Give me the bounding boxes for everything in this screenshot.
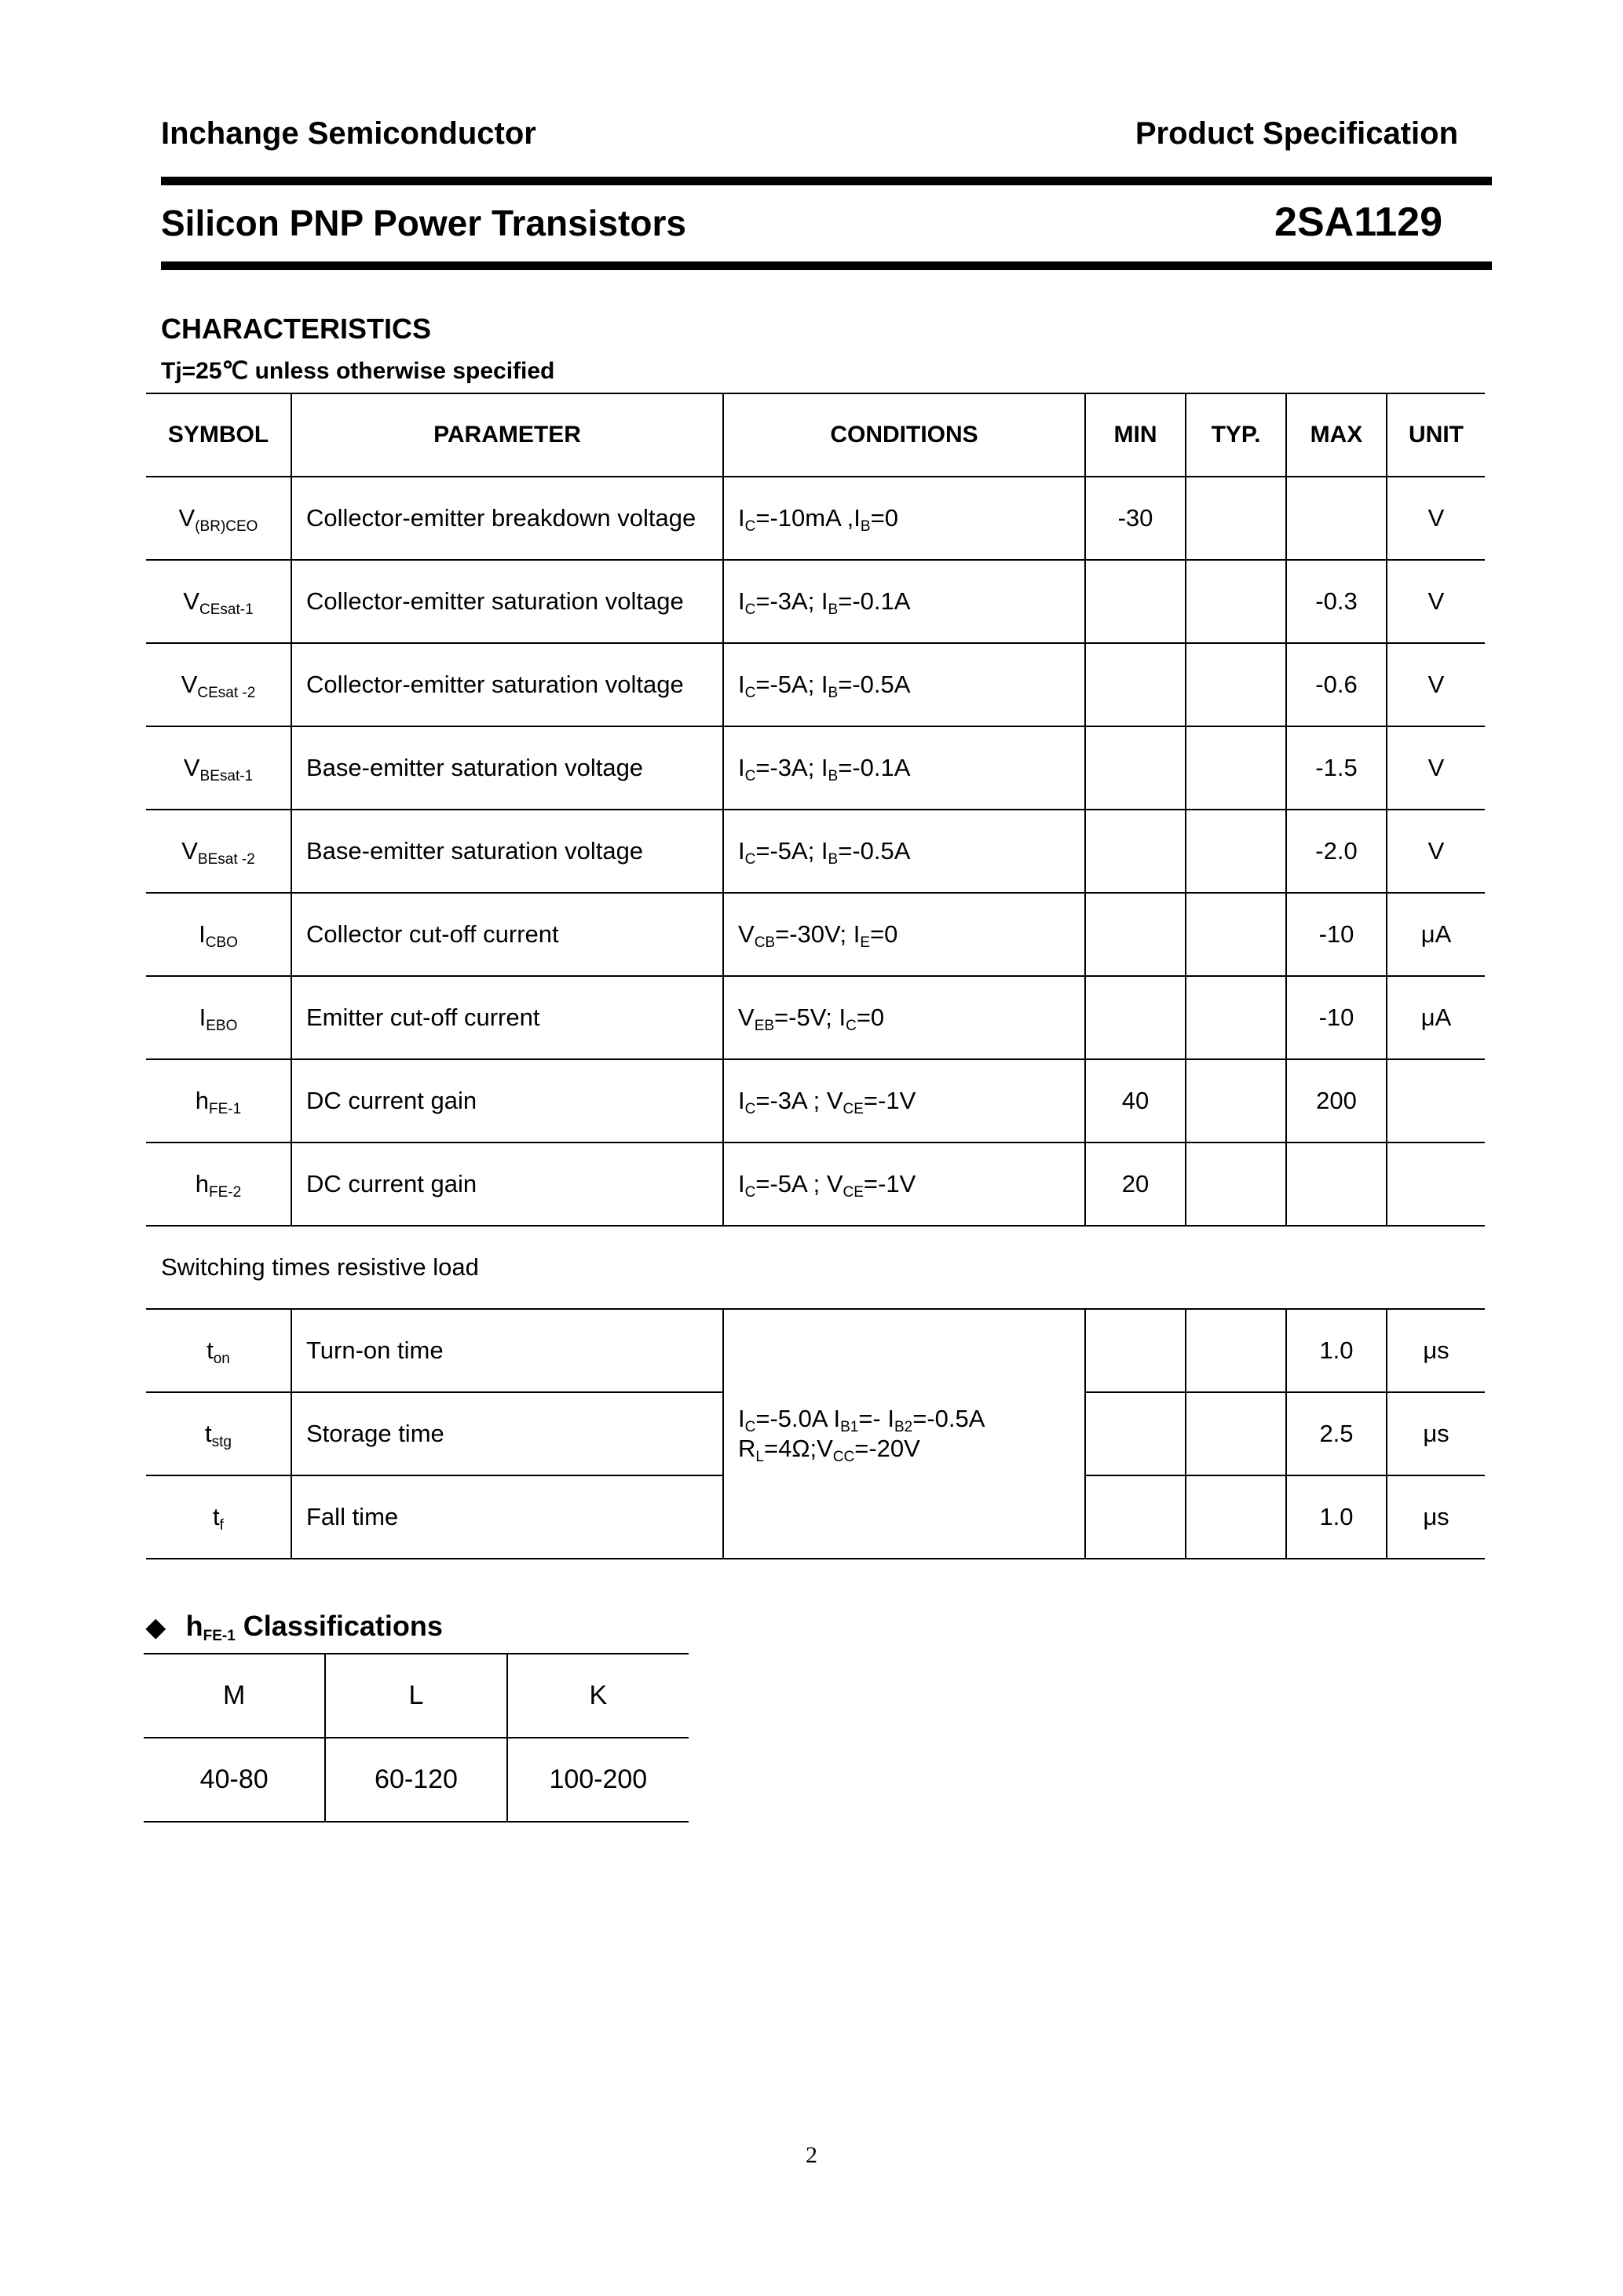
table-row xyxy=(146,1309,1485,1392)
parameter-cell: DC current gain xyxy=(291,1059,723,1143)
symbol-cell: $h_{FE-2}$ xyxy=(146,1143,291,1226)
unit-cell xyxy=(1387,1143,1485,1226)
unit-cell: μs xyxy=(1387,1309,1485,1392)
unit-cell: V xyxy=(1387,726,1485,810)
table-row xyxy=(146,477,1485,560)
table-row xyxy=(144,1654,689,1738)
classifications-title: ◆ $h_{FE-1}$ Classifications xyxy=(146,1610,443,1644)
symbol-cell: $V_{CEsat -2}$ xyxy=(146,643,291,726)
symbol-cell: $V_{BEsat-1}$ xyxy=(146,726,291,810)
unit-cell: μs xyxy=(1387,1475,1485,1559)
table-row xyxy=(146,1143,1485,1226)
header-rule-bottom xyxy=(161,261,1492,270)
unit-cell xyxy=(1387,1059,1485,1143)
symbol-cell: $h_{FE-1}$ xyxy=(146,1059,291,1143)
unit-cell: V xyxy=(1387,477,1485,560)
table-row xyxy=(146,810,1485,893)
table-row xyxy=(146,976,1485,1059)
symbol-cell: $t_f$ xyxy=(146,1475,291,1559)
class-value: 60-120 xyxy=(325,1738,506,1822)
typ-cell xyxy=(1186,1309,1286,1392)
max-cell: 200 xyxy=(1286,1059,1387,1143)
parameter-cell: DC current gain xyxy=(291,1143,723,1226)
table-row xyxy=(146,1059,1485,1143)
diamond-bullet-icon: ◆ xyxy=(146,1613,166,1641)
characteristics-subtitle: Tj=25℃ unless otherwise specified xyxy=(161,358,555,384)
typ-cell xyxy=(1186,726,1286,810)
col-header-max: MAX xyxy=(1286,393,1387,477)
unit-cell: V xyxy=(1387,810,1485,893)
typ-cell xyxy=(1186,1059,1286,1143)
max-cell: -0.3 xyxy=(1286,560,1387,643)
max-cell: -1.5 xyxy=(1286,726,1387,810)
min-cell xyxy=(1085,1309,1186,1392)
parameter-cell: Fall time xyxy=(291,1475,723,1559)
conditions-cell: $I_C=-3A$; $I_B=-0.1A$ xyxy=(723,560,1085,643)
max-cell: -2.0 xyxy=(1286,810,1387,893)
page-number: 2 xyxy=(806,2142,817,2168)
min-cell xyxy=(1085,643,1186,726)
max-cell: -10 xyxy=(1286,893,1387,976)
min-cell xyxy=(1085,726,1186,810)
col-header-conditions: CONDITIONS xyxy=(723,393,1085,477)
conditions-cell: $I_C=-3A$ ; $V_{CE}=-1V$ xyxy=(723,1059,1085,1143)
parameter-cell: Base-emitter saturation voltage xyxy=(291,726,723,810)
min-cell: 40 xyxy=(1085,1059,1186,1143)
typ-cell xyxy=(1186,810,1286,893)
min-cell xyxy=(1085,1475,1186,1559)
col-header-typ: TYP. xyxy=(1186,393,1286,477)
symbol-cell: $V_{(BR)CEO}$ xyxy=(146,477,291,560)
col-header-unit: UNIT xyxy=(1387,393,1485,477)
typ-cell xyxy=(1186,976,1286,1059)
classifications-table xyxy=(144,1653,689,1823)
max-cell: -0.6 xyxy=(1286,643,1387,726)
table-row xyxy=(146,726,1485,810)
characteristics-title: CHARACTERISTICS xyxy=(161,313,432,345)
col-header-parameter: PARAMETER xyxy=(291,393,723,477)
symbol-cell: $I_{EBO}$ xyxy=(146,976,291,1059)
conditions-cell: $I_C=-3A$; $I_B=-0.1A$ xyxy=(723,726,1085,810)
switching-label: Switching times resistive load xyxy=(146,1226,1485,1309)
max-cell xyxy=(1286,477,1387,560)
max-cell: -10 xyxy=(1286,976,1387,1059)
part-number: 2SA1129 xyxy=(1274,199,1442,245)
symbol-cell: $V_{CEsat-1}$ xyxy=(146,560,291,643)
switching-label-row xyxy=(146,1226,1485,1309)
typ-cell xyxy=(1186,893,1286,976)
class-header: K xyxy=(507,1654,689,1738)
conditions-cell: $I_C=-10mA$ $,I_B=0$ xyxy=(723,477,1085,560)
min-cell xyxy=(1085,893,1186,976)
symbol-cell: $t_{stg}$ xyxy=(146,1392,291,1475)
class-value: 40-80 xyxy=(144,1738,325,1822)
typ-cell xyxy=(1186,560,1286,643)
min-cell: -30 xyxy=(1085,477,1186,560)
max-cell: 1.0 xyxy=(1286,1309,1387,1392)
unit-cell: V xyxy=(1387,560,1485,643)
document-title: Silicon PNP Power Transistors xyxy=(161,203,686,243)
conditions-cell: $V_{CB}=-30V$; $I_E=0$ xyxy=(723,893,1085,976)
conditions-cell: $I_C=-5A$ ; $V_{CE}=-1V$ xyxy=(723,1143,1085,1226)
max-cell xyxy=(1286,1143,1387,1226)
typ-cell xyxy=(1186,477,1286,560)
conditions-cell: $I_C=-5A$; $I_B=-0.5A$ xyxy=(723,643,1085,726)
table-header-row xyxy=(146,393,1485,477)
table-row xyxy=(146,893,1485,976)
min-cell xyxy=(1085,560,1186,643)
symbol-cell: $I_{CBO}$ xyxy=(146,893,291,976)
parameter-cell: Collector cut-off current xyxy=(291,893,723,976)
max-cell: 1.0 xyxy=(1286,1475,1387,1559)
class-header: L xyxy=(325,1654,506,1738)
unit-cell: μA xyxy=(1387,893,1485,976)
switching-conditions-cell: $I_C=-5.0A$ $I_{B1}=-$ $I_{B2}=-0.5A$ $R_L=4\Omega;V_{CC}=-20V$ xyxy=(723,1309,1085,1559)
symbol-cell: $t_{on}$ xyxy=(146,1309,291,1392)
parameter-cell: Base-emitter saturation voltage xyxy=(291,810,723,893)
typ-cell xyxy=(1186,1392,1286,1475)
typ-cell xyxy=(1186,1143,1286,1226)
conditions-cell: $V_{EB}=-5V$; $I_C=0$ xyxy=(723,976,1085,1059)
max-cell: 2.5 xyxy=(1286,1392,1387,1475)
document-type: Product Specification xyxy=(1135,116,1458,151)
parameter-cell: Collector-emitter saturation voltage xyxy=(291,560,723,643)
parameter-cell: Turn-on time xyxy=(291,1309,723,1392)
col-header-min: MIN xyxy=(1085,393,1186,477)
table-row xyxy=(146,560,1485,643)
class-value: 100-200 xyxy=(507,1738,689,1822)
header-rule-top xyxy=(161,177,1492,185)
parameter-cell: Collector-emitter saturation voltage xyxy=(291,643,723,726)
table-row xyxy=(144,1738,689,1822)
min-cell xyxy=(1085,976,1186,1059)
characteristics-table xyxy=(146,393,1485,1559)
class-header: M xyxy=(144,1654,325,1738)
typ-cell xyxy=(1186,1475,1286,1559)
table-row xyxy=(146,643,1485,726)
parameter-cell: Storage time xyxy=(291,1392,723,1475)
typ-cell xyxy=(1186,643,1286,726)
min-cell xyxy=(1085,1392,1186,1475)
parameter-cell: Collector-emitter breakdown voltage xyxy=(291,477,723,560)
unit-cell: μA xyxy=(1387,976,1485,1059)
col-header-symbol: SYMBOL xyxy=(146,393,291,477)
parameter-cell: Emitter cut-off current xyxy=(291,976,723,1059)
min-cell xyxy=(1085,810,1186,893)
min-cell: 20 xyxy=(1085,1143,1186,1226)
unit-cell: V xyxy=(1387,643,1485,726)
symbol-cell: $V_{BEsat -2}$ xyxy=(146,810,291,893)
company-name: Inchange Semiconductor xyxy=(161,116,536,151)
unit-cell: μs xyxy=(1387,1392,1485,1475)
conditions-cell: $I_C=-5A$; $I_B=-0.5A$ xyxy=(723,810,1085,893)
